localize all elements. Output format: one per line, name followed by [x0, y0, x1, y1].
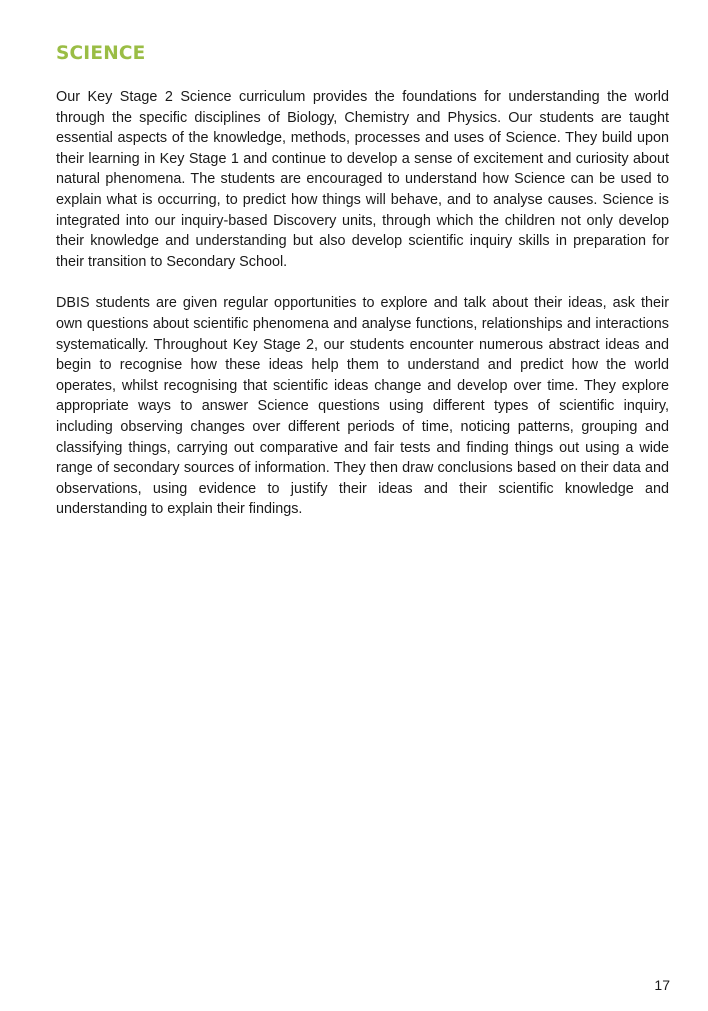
- paragraph-inquiry: DBIS students are given regular opportunities to explore and talk about their ideas, ask their own questions about scientific phenomena and analyse functions, relationships and interactions systematically. Throughout Key Stage 2, our students encounter numerous abstract ideas and begin to recognise how these ideas help them to understand and predict how the world operates, whilst recognising that scientific ideas change and develop over time. They explore appropriate ways to answer Science questions using different types of scientific inquiry, including observing changes over different periods of time, noticing patterns, grouping and classifying things, carrying out comparative and fair tests and finding things out using a wide range of secondary sources of information. They then draw conclusions based on their data and observations, using evidence to justify their ideas and their scientific knowledge and understanding to explain their findings.: [56, 295, 669, 518]
- section-body: [56, 87, 669, 541]
- paragraph-intro: Our Key Stage 2 Science curriculum provides the foundations for understanding the world through the specific disciplines of Biology, Chemistry and Physics. Our students are taught essential aspects of the knowledge, methods, processes and uses of Science. They build upon their learning in Key Stage 1 and continue to develop a sense of excitement and curiosity about natural phenomena. The students are encouraged to understand how Science can be used to explain what is occurring, to predict how things will behave, and to analyse causes. Science is integrated into our inquiry-based Discovery units, through which the children not only develop their knowledge and understanding but also develop scientific inquiry skills in preparation for their transition to Secondary School.: [56, 89, 669, 270]
- section-title: SCIENCE: [56, 43, 146, 64]
- page-number: 17: [654, 977, 670, 993]
